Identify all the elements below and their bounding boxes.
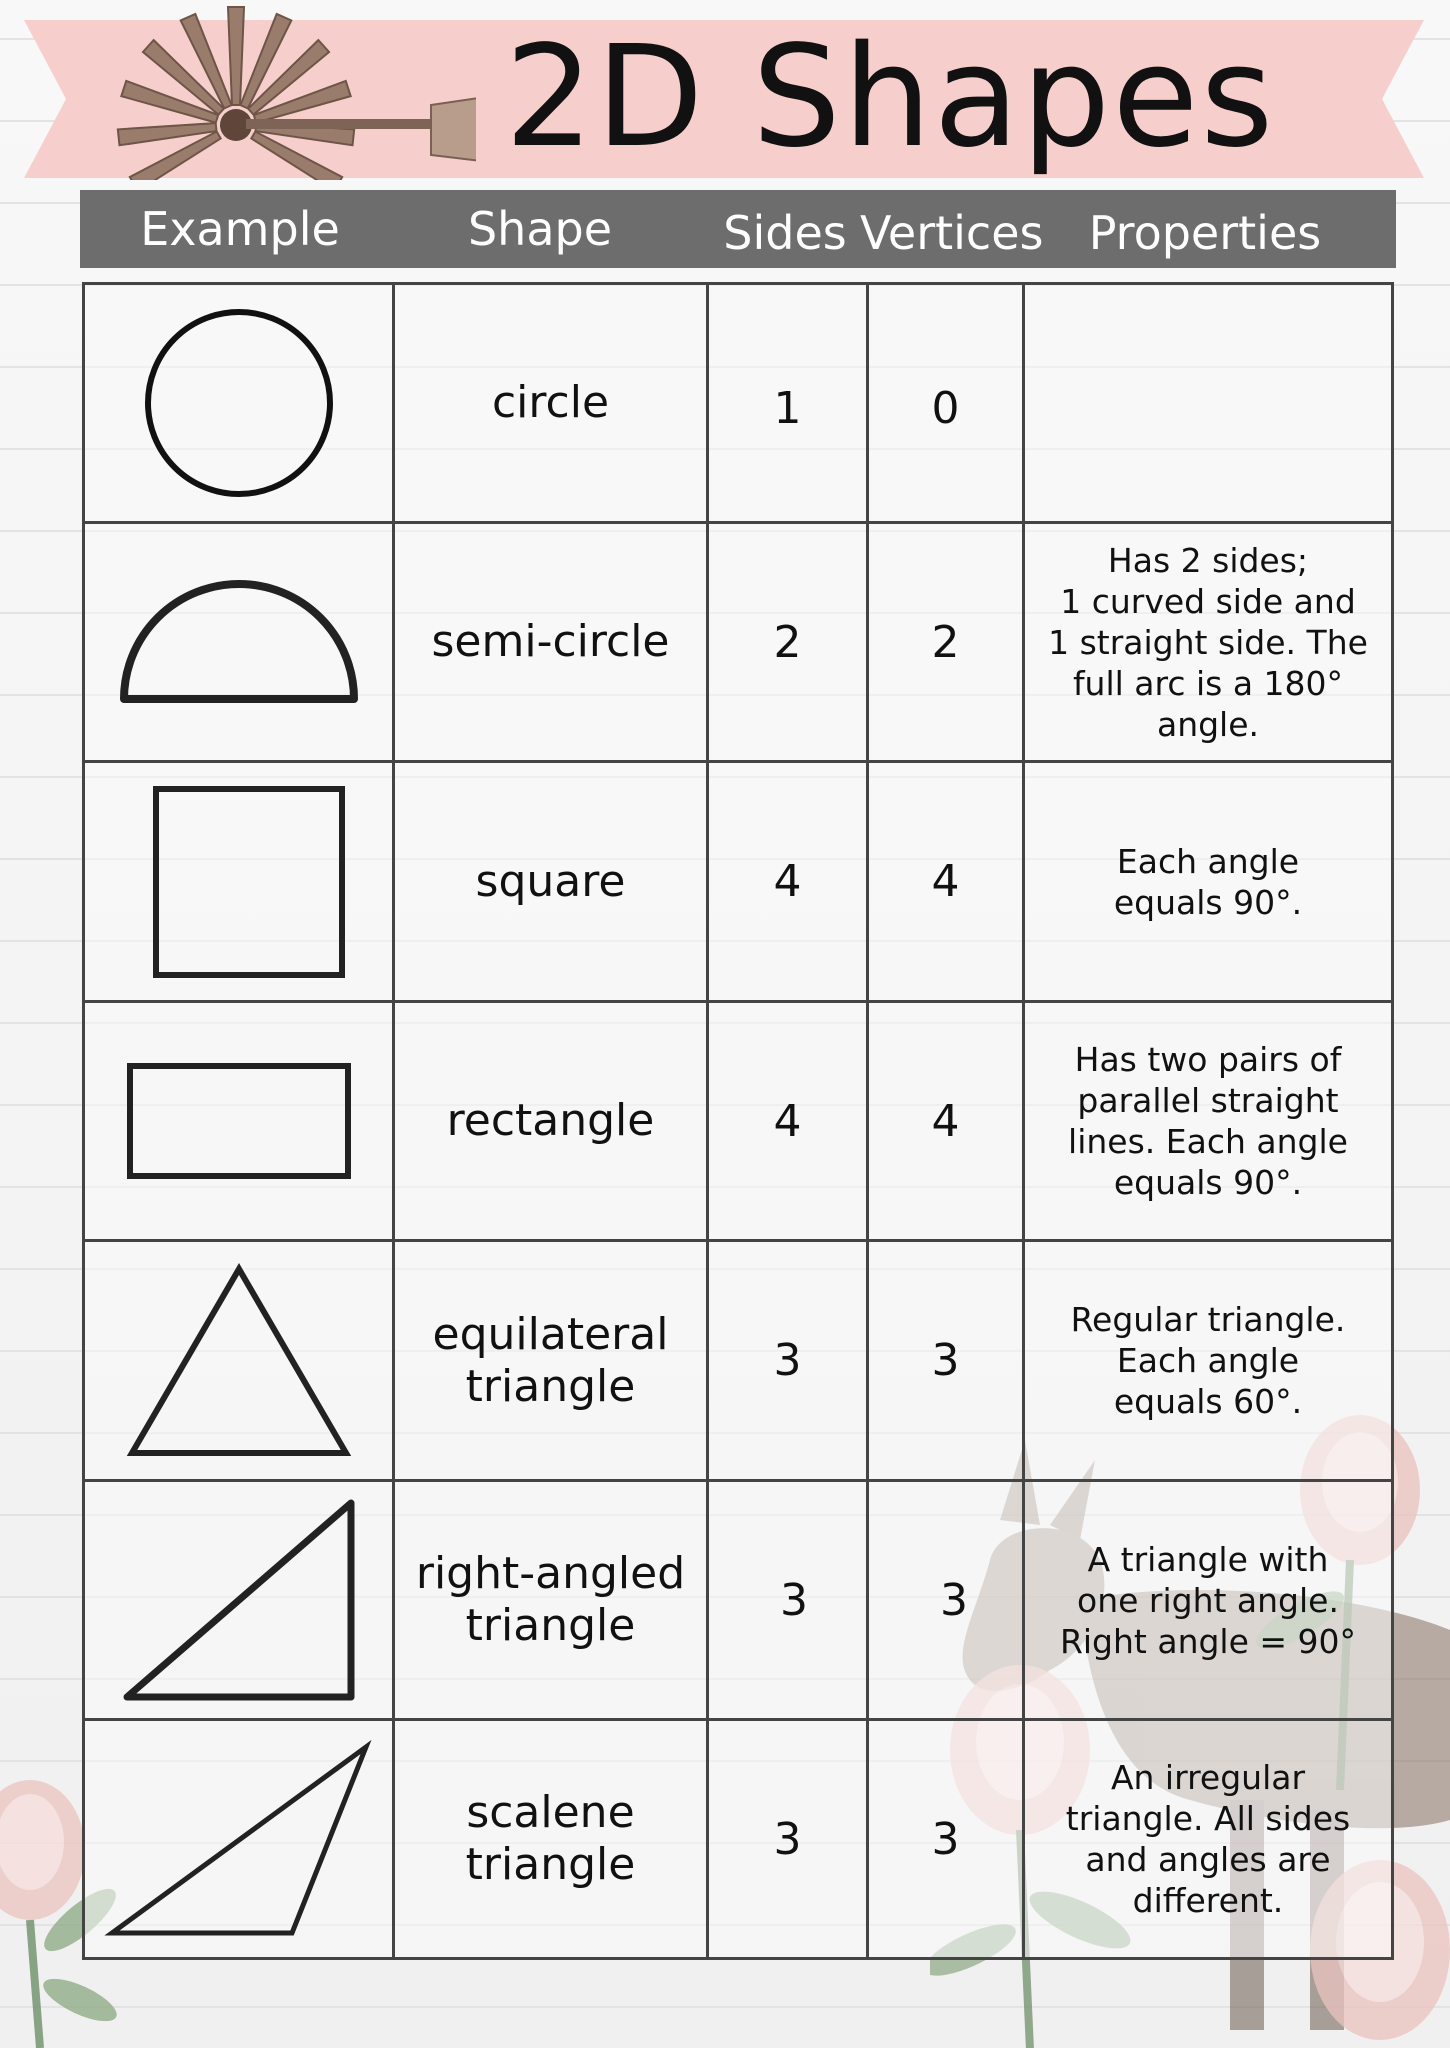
square-icon	[149, 782, 349, 982]
sides-value: 2	[773, 616, 802, 668]
rectangle-icon	[125, 1061, 353, 1181]
page-title: 2D Shapes	[504, 16, 1276, 179]
right-triangle-icon	[119, 1495, 359, 1705]
header-properties: Properties	[1088, 206, 1322, 260]
header-example: Example	[140, 202, 340, 256]
shape-name: right-angled triangle	[415, 1548, 686, 1651]
vertices-value: 4	[931, 1095, 960, 1147]
properties-text: Each angle equals 90°.	[1113, 841, 1303, 922]
scalene-triangle-icon	[104, 1739, 374, 1939]
sides-value: 3	[773, 1335, 802, 1386]
table-row-example	[85, 763, 392, 1000]
circle-icon	[139, 303, 339, 503]
vertices-value: 3	[931, 1335, 960, 1386]
sides-value: 4	[773, 856, 802, 907]
properties-text: An irregular triangle. All sides and angles are different.	[1065, 1758, 1351, 1920]
shape-name: semi-circle	[431, 616, 670, 667]
table-row-example	[85, 1003, 392, 1239]
table-row-example	[85, 1242, 392, 1479]
table-row-example	[85, 524, 392, 760]
properties-text	[1025, 285, 1391, 521]
vertices-value: 2	[931, 616, 960, 668]
properties-text: Has 2 sides; 1 curved side and 1 straight side. The full arc is a 180° angle.	[1048, 540, 1368, 744]
sides-value: 3	[780, 1574, 808, 1626]
table-row-example	[85, 1721, 392, 1957]
shape-name: rectangle	[446, 1095, 655, 1146]
vertices-value: 3	[931, 1813, 960, 1865]
table-row-example	[85, 285, 392, 521]
header-shape: Shape	[467, 202, 613, 256]
vertices-value: 0	[931, 382, 960, 434]
properties-text: Has two pairs of parallel straight lines. Each angle equals 90°.	[1068, 1040, 1348, 1202]
properties-text: Regular triangle. Each angle equals 60°.	[1070, 1300, 1346, 1421]
properties-text: A triangle with one right angle. Right angle = 90°	[1059, 1539, 1357, 1661]
equilateral-triangle-icon	[124, 1261, 354, 1461]
semi-circle-icon	[119, 577, 359, 707]
sides-value: 3	[773, 1813, 802, 1865]
shape-name: scalene triangle	[465, 1787, 636, 1890]
windmill-illustration	[96, 0, 476, 180]
table-header	[80, 190, 1396, 268]
table-row-example	[85, 1482, 392, 1718]
header-vertices: Vertices	[860, 206, 1044, 260]
shape-name: circle	[491, 377, 610, 428]
shape-name: equilateral triangle	[432, 1308, 669, 1412]
vertices-value: 4	[931, 856, 960, 907]
shape-name: square	[475, 855, 626, 907]
vertices-value: 3	[940, 1574, 968, 1626]
sides-value: 1	[773, 382, 802, 434]
sides-value: 4	[773, 1095, 802, 1147]
header-sides: Sides	[723, 206, 847, 260]
